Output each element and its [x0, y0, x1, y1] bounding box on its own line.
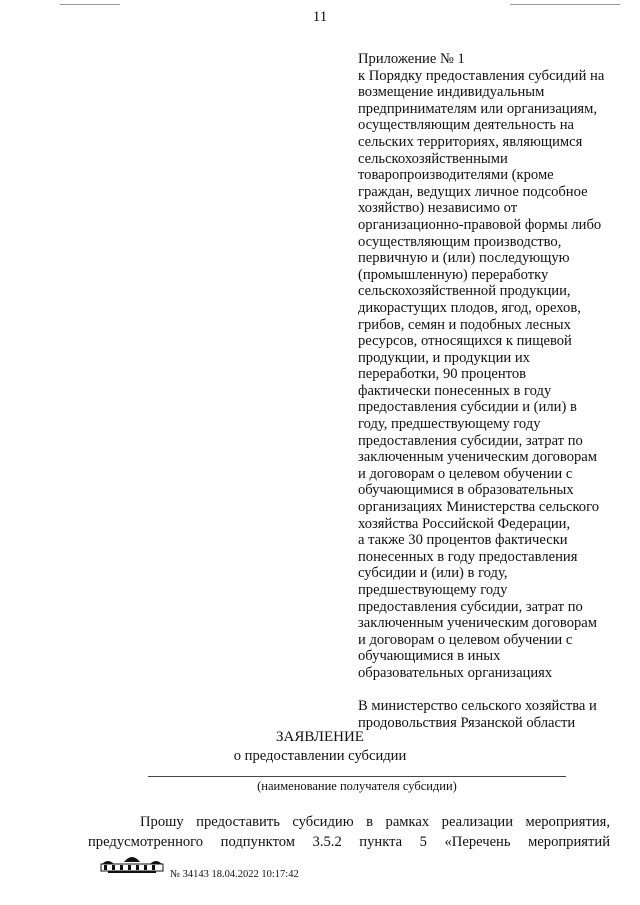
text-line: сельских территориях, являющимся — [358, 133, 583, 150]
recipient-name-line — [148, 776, 566, 777]
text-line: предпринимателям или организациям, — [358, 100, 598, 117]
scan-noise — [510, 4, 620, 5]
text-line: субсидии и (или) в году, — [358, 565, 508, 582]
text-line: понесенных в году предоставления — [358, 548, 578, 565]
text-line: предоставления субсидии и (или) в — [358, 399, 577, 416]
text-line: хозяйство) независимо от — [358, 200, 518, 217]
text-line: переработки, 90 процентов — [358, 366, 527, 383]
text-line: хозяйства Российской Федерации, — [358, 515, 571, 532]
text-line: фактически понесенных в году — [358, 382, 552, 399]
text-line: а также 30 процентов фактически — [358, 532, 568, 549]
document-subtitle: о предоставлении субсидии — [233, 748, 407, 764]
appendix-header — [358, 51, 638, 682]
text-line: осуществляющим деятельность на — [358, 117, 575, 134]
text-line: предусмотренного подпунктом 3.5.2 пункта 5 «Перечень мероприятий — [88, 834, 610, 850]
text-line: и договорам о целевом обучении с — [358, 631, 573, 648]
text-line: образовательных организациях — [358, 664, 553, 681]
text-line: и договорам о целевом обучении с — [358, 465, 573, 482]
text-line: грибов, семян и подобных лесных — [358, 316, 571, 333]
registration-stamp: № 34143 18.04.2022 10:17:42 — [170, 869, 299, 880]
text-line: граждан, ведущих личное подсобное — [358, 183, 588, 200]
body-paragraph — [88, 812, 610, 852]
text-line: Приложение № 1 — [358, 51, 465, 67]
text-line: первичную и (или) последующую — [358, 250, 570, 267]
text-line: сельскохозяйственной продукции, — [358, 283, 571, 300]
text-line: обучающимися в иных — [358, 648, 501, 665]
text-line: сельскохозяйственными — [358, 150, 508, 167]
text-line: заключенным ученическим договорам — [358, 449, 598, 466]
text-line: товаропроизводителями (кроме — [358, 167, 554, 184]
text-line: продовольствия Рязанской области — [358, 714, 576, 731]
text-line: Прошу предоставить субсидию в рамках реализации мероприятия, — [140, 814, 610, 830]
text-line: возмещение индивидуальным — [358, 84, 545, 101]
text-line: осуществляющим производство, — [358, 233, 562, 250]
text-line: продукции, и продукции их — [358, 349, 530, 366]
text-line: В министерство сельского хозяйства и — [358, 698, 597, 714]
text-line: ресурсов, относящихся к пищевой — [358, 333, 572, 350]
page-number: 11 — [312, 9, 328, 25]
document-title: ЗАЯВЛЕНИЕ — [276, 729, 364, 745]
text-line: дикорастущих плодов, ягод, орехов, — [358, 299, 581, 316]
addressee — [358, 698, 597, 731]
text-line: обучающимися в образовательных — [358, 482, 574, 499]
text-line: предоставления субсидии, затрат по — [358, 598, 583, 615]
recipient-caption: (наименование получателя субсидии) — [257, 779, 457, 793]
text-line: организациях Министерства сельского — [358, 499, 600, 516]
text-line: заключенным ученическим договорам — [358, 615, 598, 632]
text-line: (промышленную) переработку — [358, 266, 549, 283]
text-line: организационно-правовой формы либо — [358, 216, 602, 233]
text-line: к Порядку предоставления субсидий на — [358, 67, 605, 84]
text-line: предшествующему году — [358, 582, 508, 598]
scan-noise — [60, 4, 120, 5]
text-line: году, предшествующему году — [358, 416, 541, 433]
text-line: предоставления субсидии, затрат по — [358, 432, 583, 449]
government-building-logo — [100, 852, 164, 874]
